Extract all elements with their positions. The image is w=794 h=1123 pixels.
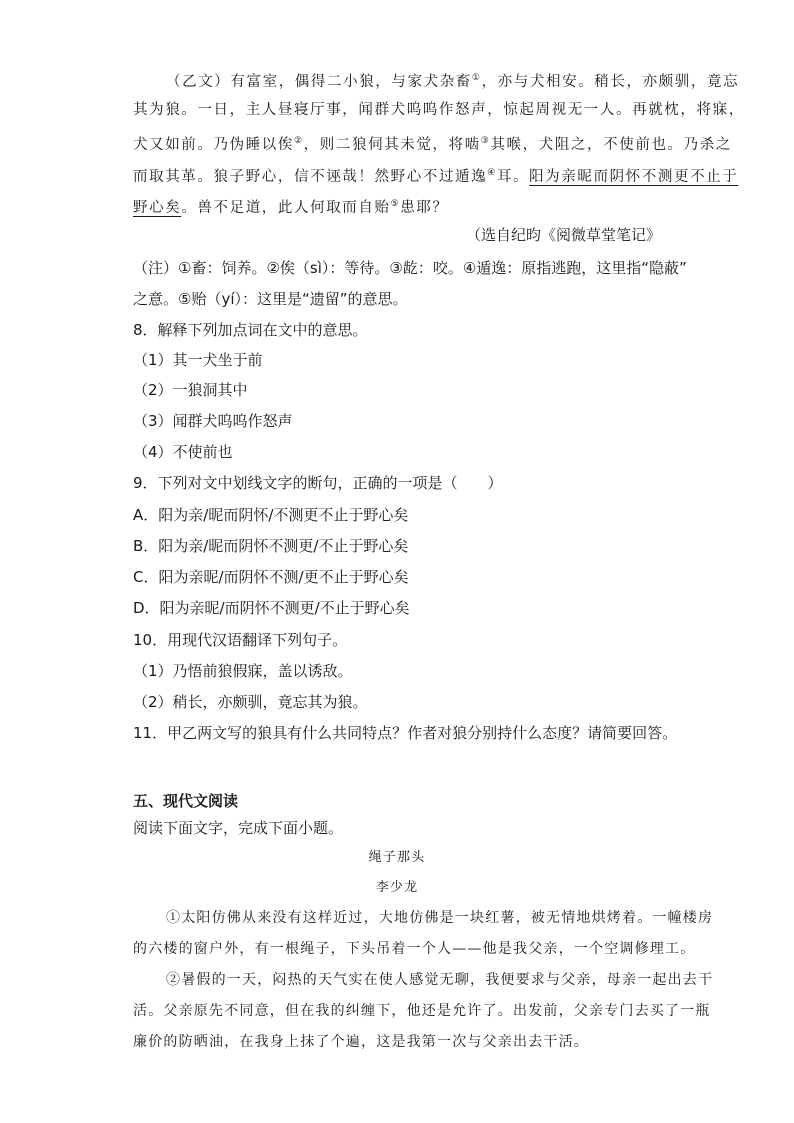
question-9-option-a: A．阳为亲/昵而阴怀/不测更不止于野心矣 [133,506,409,524]
passage-line-1 [166,68,739,92]
question-9-option-b: B．阳为亲/昵而阴怀不测更/不止于野心矣 [133,537,409,555]
article-paragraph-2-line-3: 廉价的防晒油，在我身上抹了个遍，这是我第一次与父亲出去干活。 [133,1034,589,1050]
article-paragraph-2-line-2: 活。父亲原先不同意，但在我的纠缠下，他还是允许了。出发前，父亲专门去买了一瓶 [133,1003,711,1019]
question-8-item-1: （1）其一犬坐于前 [133,351,263,369]
footnote-marker: ① [471,73,482,83]
notes-line-1: （注）①畜：饲养。②俟（sì）：等待。③龁：咬。④遁逸：原指逃跑，这里指“隐蔽” [133,259,687,277]
footnote-marker: ④ [487,168,497,178]
underlined-sentence: 阳为亲昵而阴怀不测更不止于 [529,169,739,185]
section-heading: 五、现代文阅读 [133,792,239,810]
question-8: 8．解释下列加点词在文中的意思。 [133,321,368,339]
footnote-marker: ⑤ [390,199,401,209]
question-8-item-4: （4）不使前也 [133,443,233,461]
question-10: 10．用现代汉语翻译下列句子。 [133,631,348,649]
question-10-item-2: （2）稍长，亦颇驯，竟忘其为狼。 [133,693,368,711]
article-author: 李少龙 [375,880,419,895]
passage-text: 其喉，犬阻之，不使前也。乃杀之 [490,137,732,153]
question-9-option-d: D．阳为亲昵/而阴怀不测更/不止于野心矣 [133,599,410,617]
passage-line-3 [133,131,732,155]
passage-text: 耳。 [496,169,530,185]
passage-text: 。兽不足道，此人何取而自贻 [181,200,391,216]
passage-line-4 [133,163,738,187]
passage-line-2 [133,100,745,120]
section-instruction: 阅读下面文字，完成下面小题。 [133,819,344,837]
footnote-marker: ③ [480,136,491,146]
question-10-item-1: （1）乃悟前狼假寐，盖以诱敌。 [133,662,353,680]
article-paragraph-2-line-1: ②暑假的一天，闷热的天气实在使人感觉无聊，我便要求与父亲，母亲一起出去干 [166,972,714,988]
article-paragraph-1-line-2: 的六楼的窗户外，有一根绳子，下头吊着一个人——他是我父亲，一个空调修理工。 [133,941,696,957]
passage-line-5 [133,194,449,218]
passage-text: ，亦与犬相安。稍长，亦颇驯，竟忘 [481,74,740,90]
article-paragraph-1-line-1: ①太阳仿佛从来没有这样近过，大地仿佛是一块红薯，被无情地烘烤着。一幢楼房 [166,910,714,926]
underlined-sentence: 野心矣 [133,200,182,216]
question-11: 11．甲乙两文写的狼具有什么共同特点？作者对狼分别持什么态度？请简要回答。 [133,724,678,742]
notes-line-2: 之意。⑤贻（yí）：这里是“遗留”的意思。 [133,290,408,308]
passage-text: 其为狼。一日，主人昼寝厅事，闻群犬呜呜作怒声，惊起周视无一人。再就枕，将寐， [133,102,745,118]
question-9: 9．下列对文中划线文字的断句，正确的一项是（ ） [133,474,503,492]
passage-text: （乙文）有富室，偶得二小狼，与家犬杂畜 [166,74,472,90]
question-8-item-2: （2）一狼洞其中 [133,381,248,399]
article-title: 绳子那头 [368,850,426,865]
passage-text: ，则二狼伺其未觉，将啮 [303,137,481,153]
question-9-option-c: C．阳为亲昵/而阴怀不测/更不止于野心矣 [133,568,409,586]
passage-text: 犬又如前。乃伪睡以俟 [133,137,294,153]
question-8-item-3: （3）闻群犬呜呜作怒声 [133,412,293,430]
passage-text: 而取其革。狼子野心，信不诬哉！然野心不过遁逸 [133,169,488,185]
passage-source: （选自纪昀《阅微草堂笔记》 [465,226,661,244]
footnote-marker: ② [294,136,304,146]
passage-text: 患耶？ [400,200,449,216]
